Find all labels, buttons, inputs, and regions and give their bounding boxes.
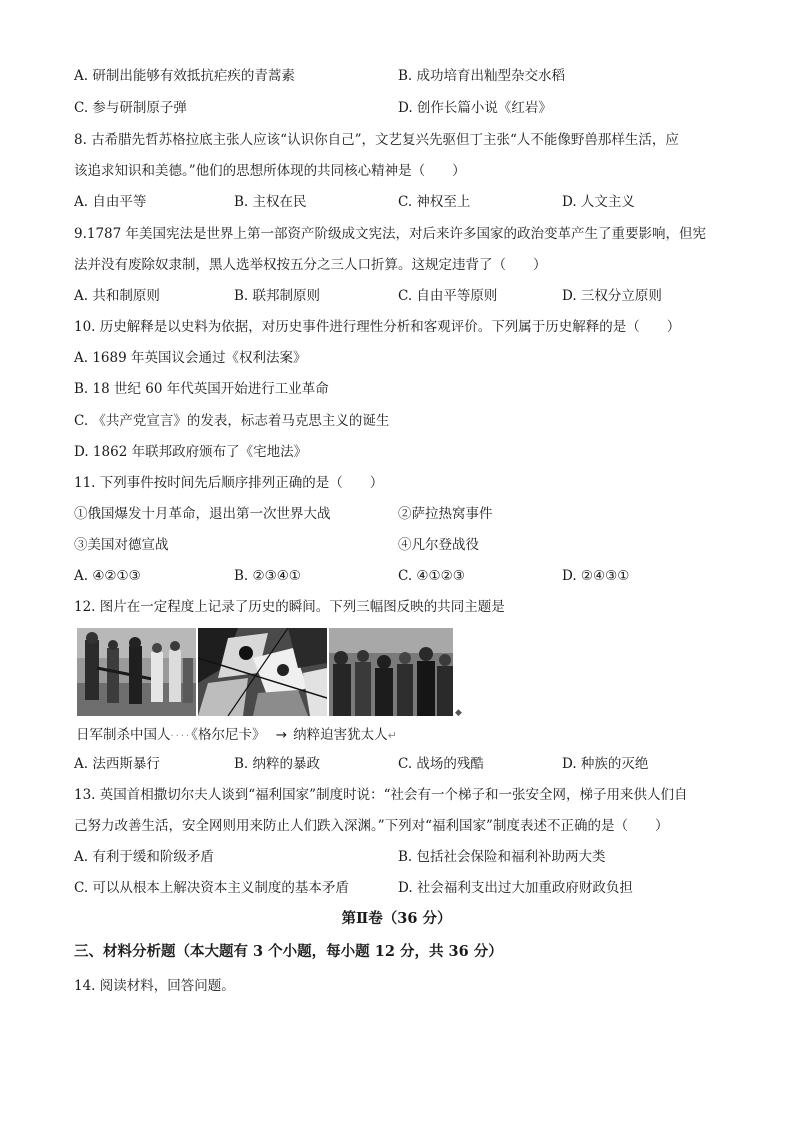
- q12-option-b: B. 纳粹的暴政: [234, 756, 321, 772]
- q13-stem-line1: 13. 英国首相撒切尔夫人谈到“福利国家”制度时说：“社会有一个梯子和一张安全网，梯子用来供人们自: [74, 787, 688, 803]
- q8-option-b: B. 主权在民: [234, 194, 307, 210]
- photo-japanese-atrocity: [77, 628, 196, 716]
- q10-option-b: B. 18 世纪 60 年代英国开始进行工业革命: [74, 381, 329, 397]
- q12-option-d: D. 种族的灭绝: [562, 756, 649, 772]
- q11-event-2: ②萨拉热窝事件: [398, 506, 493, 522]
- q9-stem-line1: 9.1787 年美国宪法是世界上第一部资产阶级成文宪法，对后来许多国家的政治变革产生了重要影响，但宪: [74, 226, 707, 242]
- q10-option-a: A. 1689 年英国议会通过《权利法案》: [74, 350, 307, 366]
- q13-option-b: B. 包括社会保险和福利补助两大类: [398, 849, 606, 865]
- q13-stem-line2: 己努力改善生活，安全网则用来防止人们跌入深渊。”下列对“福利国家”制度表述不正确的是（ ）: [74, 818, 669, 834]
- q12-option-c: C. 战场的残酷: [398, 756, 484, 772]
- q14-stem: 14. 阅读材料，回答问题。: [74, 978, 235, 994]
- q11-option-b: B. ②③④①: [234, 568, 301, 584]
- section-2-title: 第Ⅱ卷（36 分）: [341, 910, 452, 927]
- q10-stem: 10. 历史解释是以史料为依据，对历史事件进行理性分析和客观评价。下列属于历史解释的是（ ）: [74, 319, 681, 335]
- q7-option-b: B. 成功培育出籼型杂交水稻: [398, 68, 566, 84]
- q8-stem-line2: 该追求知识和美德。”他们的思想所体现的共同核心精神是（ ）: [74, 163, 466, 179]
- caption-arrow: →: [275, 727, 288, 743]
- q9-option-c: C. 自由平等原则: [398, 288, 498, 304]
- q11-option-c: C. ④①②③: [398, 568, 465, 584]
- caption-photo-3: 纳粹迫害犹太人: [293, 727, 388, 743]
- q13-option-d: D. 社会福利支出过大加重政府财政负担: [398, 880, 633, 896]
- q7-option-c: C. 参与研制原子弹: [74, 100, 187, 116]
- q11-stem: 11. 下列事件按时间先后顺序排列正确的是（ ）: [74, 475, 384, 491]
- caption-dots: ····: [170, 731, 192, 742]
- caption-photo-2: 《格尔尼卡》: [191, 727, 266, 743]
- q11-option-d: D. ②④③①: [562, 568, 630, 584]
- q13-option-a: A. 有利于缓和阶级矛盾: [74, 849, 214, 865]
- photo-guernica: [198, 628, 327, 716]
- q8-option-a: A. 自由平等: [74, 194, 147, 210]
- photo-nazi-persecution: [329, 628, 453, 716]
- q13-option-c: C. 可以从根本上解决资本主义制度的基本矛盾: [74, 880, 349, 896]
- q7-option-d: D. 创作长篇小说《红岩》: [398, 100, 552, 116]
- q11-option-a: A. ④②①③: [74, 568, 141, 584]
- q12-option-a: A. 法西斯暴行: [74, 756, 160, 772]
- q8-option-d: D. 人文主义: [562, 194, 635, 210]
- q11-event-3: ③美国对德宣战: [74, 537, 169, 553]
- q12-photo-caption: [76, 726, 397, 746]
- anchor-mark: ◆: [455, 708, 462, 718]
- q9-option-a: A. 共和制原则: [74, 288, 160, 304]
- part-3-heading: 三、材料分析题（本大题有 3 个小题，每小题 12 分，共 36 分）: [74, 943, 503, 960]
- q11-event-1: ①俄国爆发十月革命，退出第一次世界大战: [74, 506, 331, 522]
- q11-event-4: ④凡尔登战役: [398, 537, 479, 553]
- caption-return-mark: ↵: [387, 729, 397, 742]
- q12-stem: 12. 图片在一定程度上记录了历史的瞬间。下列三幅图反映的共同主题是: [74, 599, 505, 615]
- q10-option-d: D. 1862 年联邦政府颁布了《宅地法》: [74, 444, 308, 460]
- q8-stem-line1: 8. 古希腊先哲苏格拉底主张人应该“认识你自己”，文艺复兴先驱但丁主张“人不能像野兽那样生活，应: [74, 132, 679, 148]
- q8-option-c: C. 神权至上: [398, 194, 471, 210]
- q10-option-c: C. 《共产党宣言》的发表，标志着马克思主义的诞生: [74, 413, 390, 429]
- q9-option-d: D. 三权分立原则: [562, 288, 662, 304]
- q7-option-a: A. 研制出能够有效抵抗疟疾的青蒿素: [74, 68, 295, 84]
- caption-photo-1: 日军制杀中国人: [76, 727, 171, 743]
- q9-stem-line2: 法并没有废除奴隶制，黑人选举权按五分之三人口折算。这规定违背了（ ）: [74, 257, 547, 273]
- q9-option-b: B. 联邦制原则: [234, 288, 321, 304]
